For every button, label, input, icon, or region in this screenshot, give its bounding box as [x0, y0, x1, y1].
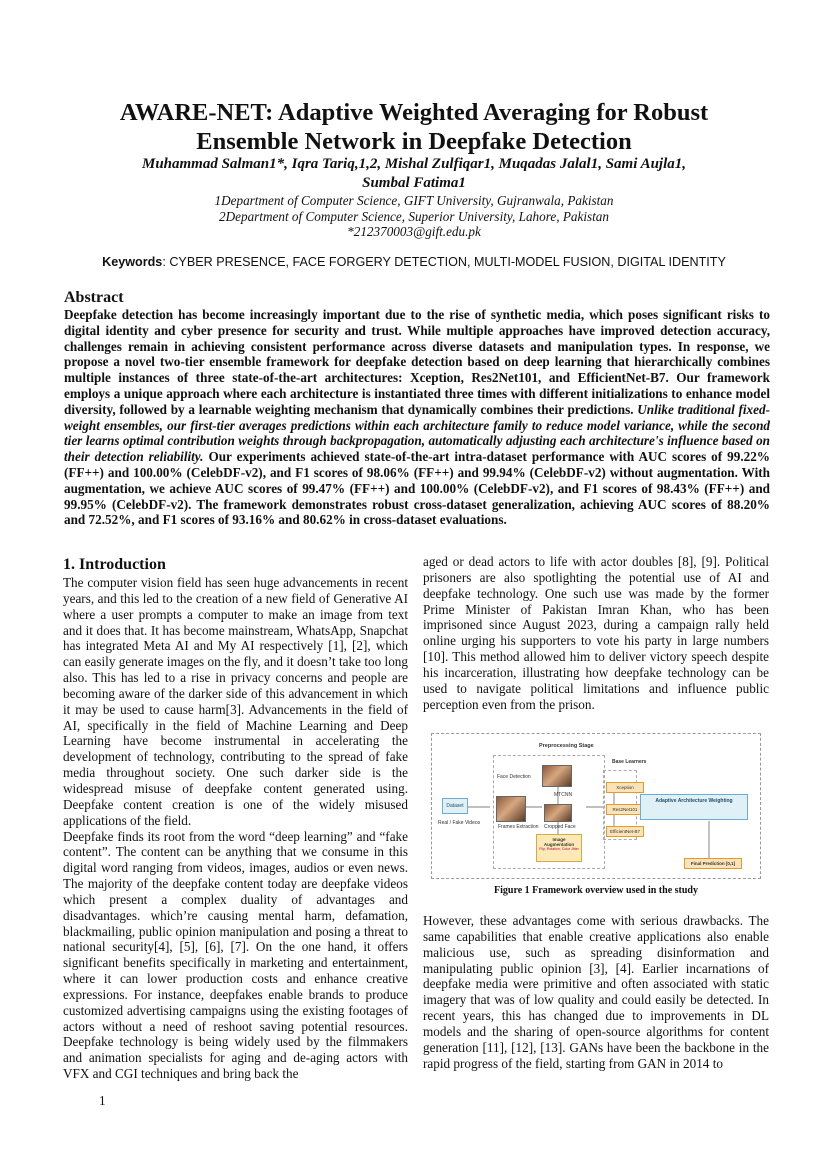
- abstract-part-2: Our experiments achieved state-of-the-art intra-dataset performance with AUC scores of 99.22% (FF++) and 100.00% (CelebDF-v2), and F1 scores of 98.06% (FF++) and 99.94% (CelebDF-v2) without augmentation. With augmentation, we achieve AUC scores of 99.47% (FF++) and 100.00% (CelebDF-v2), and F1 scores of 98.43% (FF++) and 99.95% (CelebDF-v2). The framework demonstrates robust cross-dataset generalization, achieving AUC scores of 88.20% and 72.52%, and F1 scores of 93.16% and 80.62% in cross-dataset evaluations.: [64, 449, 770, 528]
- right-column-lower: [423, 913, 769, 1071]
- author-list: [80, 155, 748, 193]
- authors-line-2: Sumbal Fatima1: [362, 175, 466, 191]
- intro-paragraph-4: However, these advantages come with serious drawbacks. The same capabilities that enable creative applications also enable malicious use, such as spreading disinformation and manipulating public opinion [3], [4]. Earlier incarnations of deepfake media were primitive and often associated with static imagery that was of low quality and could easily be detected. In recent years, this has changed due to improvements in DL models and the sharing of open-source algorithms for content generation [11], [12], [13]. GANs have been the backbone in the rapid progress of the field, starting from GAN in 2014 to: [423, 913, 769, 1071]
- frames-image: [496, 796, 526, 822]
- augmentation-sub-label: Flip, Rotation, Color Jitter: [539, 847, 579, 851]
- adaptive-weighting-box: Adaptive Architecture Weighting: [640, 794, 748, 820]
- base-learners-title: Base Learners: [612, 759, 647, 765]
- cropped-face-label: Cropped Face: [544, 824, 576, 830]
- authors-line-1: Muhammad Salman1*, Iqra Tariq,1,2, Mishal Zulfiqar1, Muqadas Jalal1, Sami Aujla1,: [141, 156, 687, 172]
- right-column: [423, 554, 769, 712]
- intro-paragraph-3: aged or dead actors to life with actor doubles [8], [9]. Political prisoners are also spotlighting the potential use of AI and deepfake technology. One such use was made by the former Prime Minister of Pakistan Imran Khan, who has been imprisoned since August 2023, during a campaign rally held online urging his supporters to vote his party in large numbers [10]. This method allowed him to deliver victory speech despite his incarceration, illustrating how deepfake technology can be used to navigate political limitations and influence public perception even from the prison.: [423, 554, 769, 712]
- paper-title: [60, 98, 768, 156]
- efficientnet-box: EfficientNet-B7: [606, 826, 644, 837]
- intro-paragraph-1: The computer vision field has seen huge advancements in recent years, and this led to the creation of a new field of Generative AI where a user prompts a computer to make an image from text and it does that. It has become mainstream, WhatsApp, Snapchat has integrated Meta AI and My AI respectively [1], [2], which can easily generate images on the fly, and it doesn’t take too long also. This has led to a rise in privacy concerns and people are becoming aware of the darker side of this advancement in which it may be used to cause harm[3]. Advancements in the field of AI, specifically in the field of Machine Learning and Deep Learning have become instrumental in accelerating the development of technology, contributing to the spread of fake media throughout society. One such darker side is the widespread misuse of deepfake content generated using. Deepfake content creation is one of the widely misused applications of the field.: [63, 575, 408, 828]
- real-fake-label: Real / Fake Videos: [438, 820, 481, 826]
- augmentation-label: Image Augmentation: [543, 837, 575, 847]
- xception-box: Xception: [606, 782, 644, 793]
- mtcnn-label: MTCNN: [554, 792, 573, 798]
- title-line-1: AWARE-NET: Adaptive Weighted Averaging for Robust: [119, 99, 709, 126]
- affiliation-1: 1Department of Computer Science, GIFT University, Gujranwala, Pakistan: [214, 193, 614, 208]
- framework-figure: [431, 733, 761, 879]
- cropped-face-image: [544, 804, 572, 822]
- section-1-heading: 1. Introduction: [63, 556, 166, 573]
- frames-extraction-label: Frames Extraction: [498, 824, 539, 830]
- page-number: 1: [99, 1093, 106, 1108]
- keywords-label: Keywords: [102, 255, 163, 269]
- corresponding-email[interactable]: *212370003@gift.edu.pk: [347, 224, 481, 239]
- face-detection-image: [542, 765, 572, 787]
- keywords-line: [60, 255, 768, 269]
- abstract-body: [64, 307, 770, 528]
- keywords-list: : CYBER PRESENCE, FACE FORGERY DETECTION, MULTI-MODEL FUSION, DIGITAL IDENTITY: [162, 255, 726, 269]
- figure-caption: Figure 1 Framework overview used in the study: [494, 885, 698, 896]
- affiliation-2: 2Department of Computer Science, Superior University, Lahore, Pakistan: [219, 209, 609, 224]
- title-line-2: Ensemble Network in Deepfake Detection: [196, 128, 632, 155]
- dataset-box: Dataset: [442, 798, 468, 814]
- abstract-heading: Abstract: [64, 289, 124, 306]
- final-prediction-box: Final Prediction [0,1]: [684, 858, 742, 869]
- left-column: [63, 556, 408, 1082]
- abstract-italic: Unlike traditional fixed-weight ensembles, our first-tier averages predictions within each architecture family to reduce model variance, while the second tier learns optimal contribution weights through backpropagation, automatically adjusting each architecture's influence based on their detection reliability.: [64, 401, 770, 465]
- intro-paragraph-2: Deepfake finds its root from the word “deep learning” and “fake content”. The content can be anything that we consume in this digital word ranging from videos, images, audios or even news. The majority of the deepfake content today are deepfake videos which present a complex duality of advantages and disadvantages. which’re causing mental harm, defamation, blackmailing, public opinion manipulation and posing a threat to national security[4], [5], [6], [7]. On the one hand, it offers significant benefits specifically in marketing and entertainment, where it can lower production costs and enhance creative expressions. For instance, deepfakes enable brands to produce customized advertising campaigns using the existing footages of actors without a need of reshoot saving potential resources. Deepfake technology is being widely used by the filmmakers and animation specialists for aging and de-aging actors with VFX and CGI techniques and bring back the: [63, 828, 408, 1082]
- preprocessing-title: Preprocessing Stage: [539, 743, 594, 749]
- res2net-box: Res2Net101: [606, 804, 644, 815]
- augmentation-box: [536, 834, 582, 862]
- abstract-part-1: Deepfake detection has become increasingly important due to the rise of synthetic media, which poses significant risks to digital identity and cyber presence for security and trust. While multiple approaches have improved detection accuracy, challenges remain in achieving consistent performance across diverse datasets and manipulation types. In response, we propose a novel two-tier ensemble framework for deepfake detection based on deep learning that hierarchically combines multiple instances of three state-of-the-art architectures: Xception, Res2Net101, and EfficientNet-B7. Our framework employs a unique approach where each architecture is instantiated three times with different initializations to enhance model diversity, followed by a learnable weighting mechanism that dynamically combines their predictions.: [64, 307, 770, 417]
- face-detection-label: Face Detection: [497, 774, 531, 780]
